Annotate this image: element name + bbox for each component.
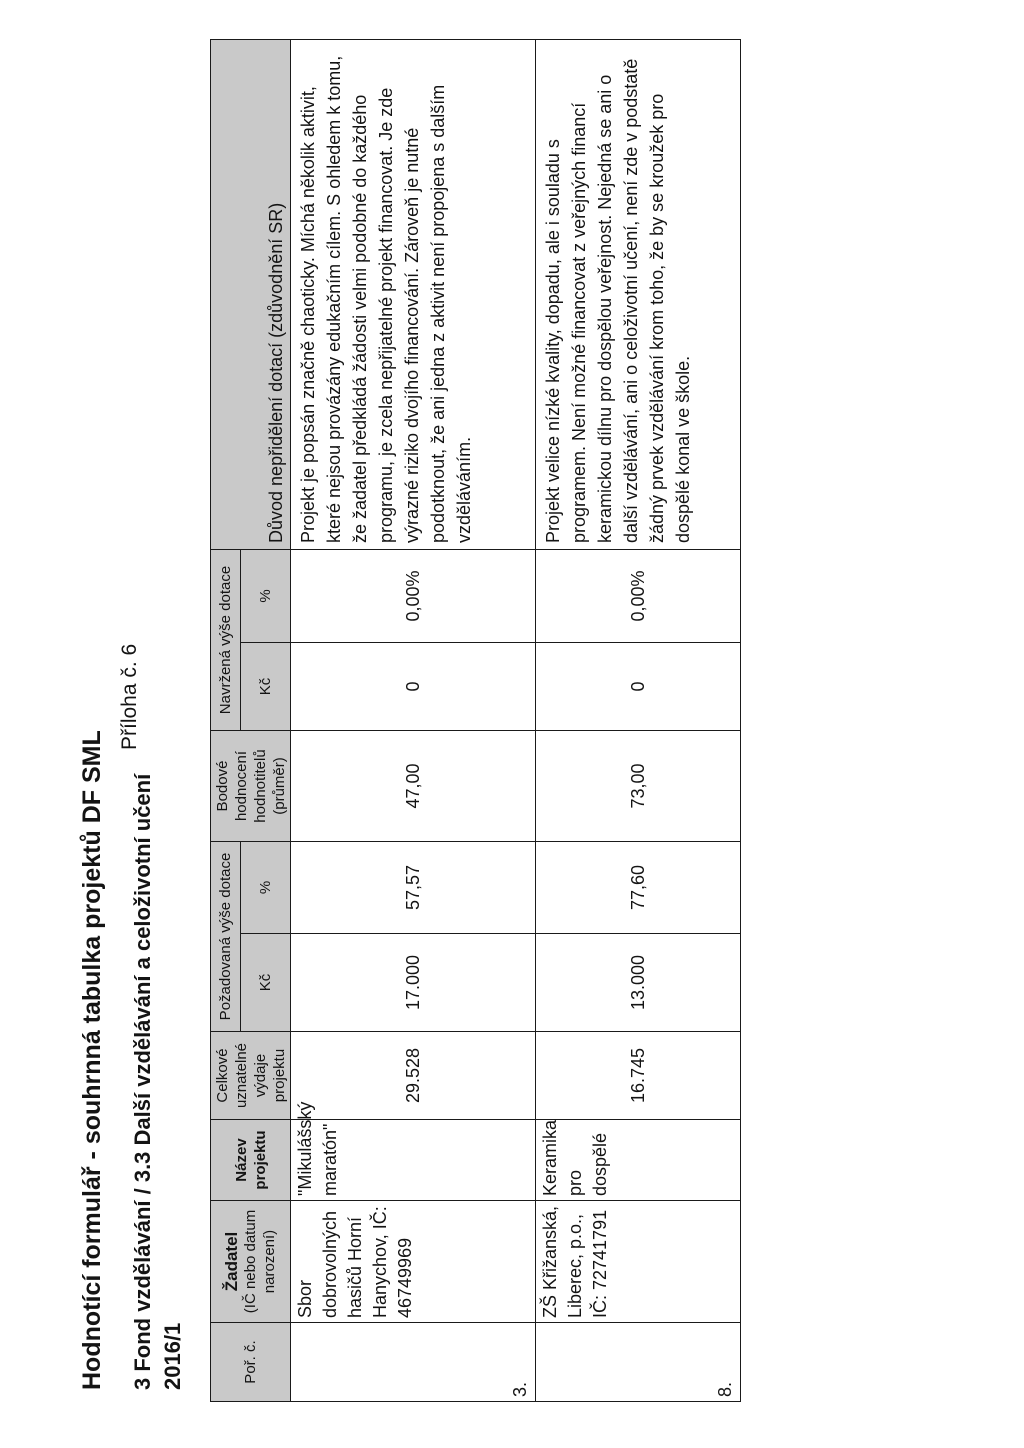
program-name: 3 Fond vzdělávání / 3.3 Další vzdělávání a celoživotní učení [130, 773, 155, 1390]
header-eligible-costs: Celkové uznatelné výdaje projektu [211, 1032, 291, 1120]
table-row [291, 39, 536, 1401]
header-applicant [211, 1201, 291, 1323]
row-eligible-costs: 29.528 [291, 1032, 536, 1120]
row-order: 8. [536, 1323, 741, 1402]
row-order: 3. [291, 1323, 536, 1402]
header-proposed-pct: % [241, 549, 291, 642]
header-order: Poř. č. [211, 1323, 291, 1402]
header-reason: Důvod nepřidělení dotací (zdůvodnění SR) [211, 39, 291, 549]
document-title: Hodnotící formulář - souhrnná tabulka projektů DF SML [78, 730, 106, 1390]
row-applicant: Sbor dobrovolných hasičů Horní Hanychov, IČ: 46749969 [291, 1201, 536, 1323]
header-applicant-title: Žadatel [222, 1231, 241, 1292]
header-requested-pct: % [241, 842, 291, 934]
row-requested-pct: 57,57 [291, 842, 536, 934]
row-score: 47,00 [291, 731, 536, 842]
row-project: Keramika pro dospělé [536, 1120, 741, 1201]
header-project-name: Název projektu [211, 1120, 291, 1201]
row-eligible-costs: 16.745 [536, 1032, 741, 1120]
program-round: 2016/1 [160, 1322, 185, 1390]
table-row [536, 39, 741, 1401]
row-applicant: ZŠ Křižanská, Liberec, p.o., IČ: 72741791 [536, 1201, 741, 1323]
row-proposed-pct: 0,00% [536, 549, 741, 642]
row-proposed-czk: 0 [291, 643, 536, 731]
header-proposed: Navržená výše dotace [211, 549, 241, 730]
row-reason: Projekt je popsán značně chaoticky. Míchá několik aktivit, které nejsou provázány edukačním cílem. S ohledem k tomu, že žadatel předkládá žádosti velmi podobné do každého programu, je zcela nepřijatelné projekt financovat. Je zde výrazné riziko dvojího financování. Zároveň je nutné podotknout, že ani jedna z aktivit není propojena s dalším vzděláváním. [291, 39, 536, 549]
row-proposed-pct: 0,00% [291, 549, 536, 642]
row-score: 73,00 [536, 731, 741, 842]
row-requested-czk: 13.000 [536, 934, 741, 1032]
row-reason: Projekt velice nízké kvality, dopadu, ale i souladu s programem. Není možné financovat z veřejných financí keramickou dílnu pro dospělou veřejnost. Nejedná se ani o další vzdělávání, ani o celoživotní učení, není zde v podstatě žádný prvek vzdělávání krom toho, že by se kroužek pro dospělé konal ve škole. [536, 39, 741, 549]
header-requested-czk: Kč [241, 934, 291, 1032]
header-proposed-czk: Kč [241, 643, 291, 731]
annex-label: Příloha č. 6 [118, 643, 141, 750]
row-requested-pct: 77,60 [536, 842, 741, 934]
row-project: "Mikulášský maratón" [291, 1120, 536, 1201]
header-applicant-note: (IČ nebo datum narození) [242, 1209, 278, 1314]
summary-table [210, 39, 741, 1402]
row-requested-czk: 17.000 [291, 934, 536, 1032]
header-requested: Požadovaná výše dotace [211, 842, 241, 1032]
row-proposed-czk: 0 [536, 643, 741, 731]
header-score: Bodové hodnocení hodnotitelů (průměr) [211, 731, 291, 842]
